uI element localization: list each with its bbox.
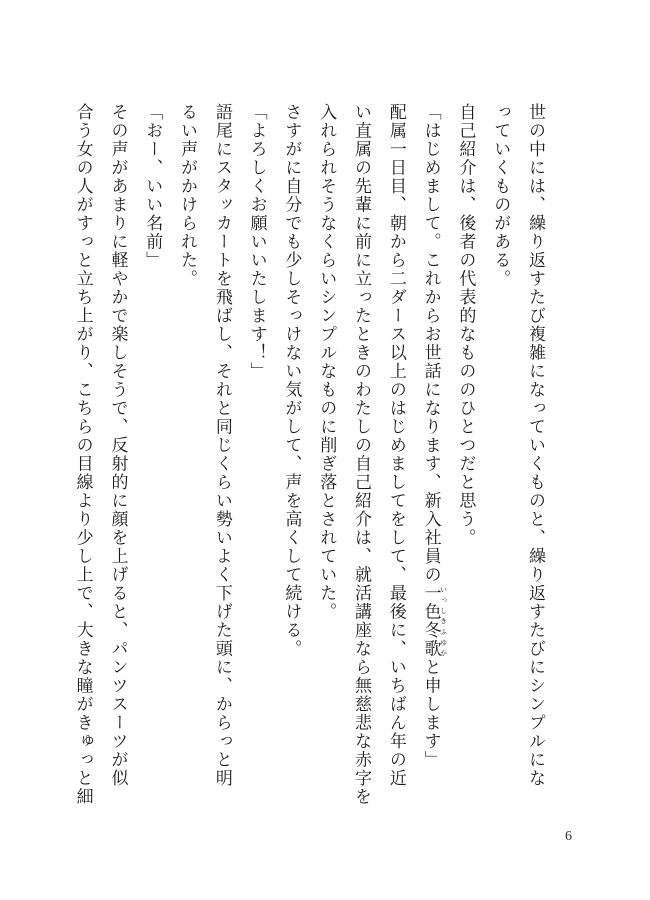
- ruby-base: 一色冬歌: [420, 584, 441, 658]
- text-line: っていくものがある。: [490, 103, 511, 288]
- text-segment: と申します」: [420, 658, 441, 769]
- text-line: 合う女の人がすっと立ち上がり、こちらの目線より少し上で、大きな瞳がきゅっと細: [72, 103, 93, 806]
- text-line: さすがに自分でも少しそっけない気がして、声を高くして続ける。: [281, 103, 302, 658]
- text-line: 世の中には、繰り返すたび複雑になっていくものと、繰り返すたびにシンプルにな: [525, 103, 545, 788]
- text-line: 入れられそうなくらいシンプルなものに削ぎ落とされていた。: [316, 103, 337, 621]
- text-segment: 「はじめまして。これからお世話になります、新入社員の: [420, 103, 441, 584]
- text-line-with-ruby: [413, 103, 448, 783]
- page-number: 6: [565, 829, 572, 844]
- text-line: 「よろしくお願いいたします！」: [246, 103, 267, 381]
- body-text: [72, 103, 552, 806]
- name-ruby: [420, 584, 448, 658]
- text-line: 自己紹介は、後者の代表的なもののひとつだと思う。: [455, 103, 476, 547]
- text-line: るい声がかけられた。: [177, 103, 198, 288]
- text-line: 「おー、いい名前」: [142, 103, 163, 270]
- text-line: 語尾にスタッカートを飛ばし、それと同じくらい勢いよく下げた頭に、からっと明: [211, 103, 232, 788]
- text-line: 配属一日目、朝から二ダース以上のはじめましてをして、最後に、いちばん年の近: [385, 103, 406, 788]
- ruby-reading: いっしきふゆか: [439, 584, 448, 658]
- text-line: い直属の先輩に前に立ったときのわたしの自己紹介は、就活講座なら無慈悲な赤字を: [351, 103, 372, 806]
- text-line: その声があまりに軽やかで楽しそうで、反射的に顔を上げると、パンツスーツが似: [107, 103, 128, 788]
